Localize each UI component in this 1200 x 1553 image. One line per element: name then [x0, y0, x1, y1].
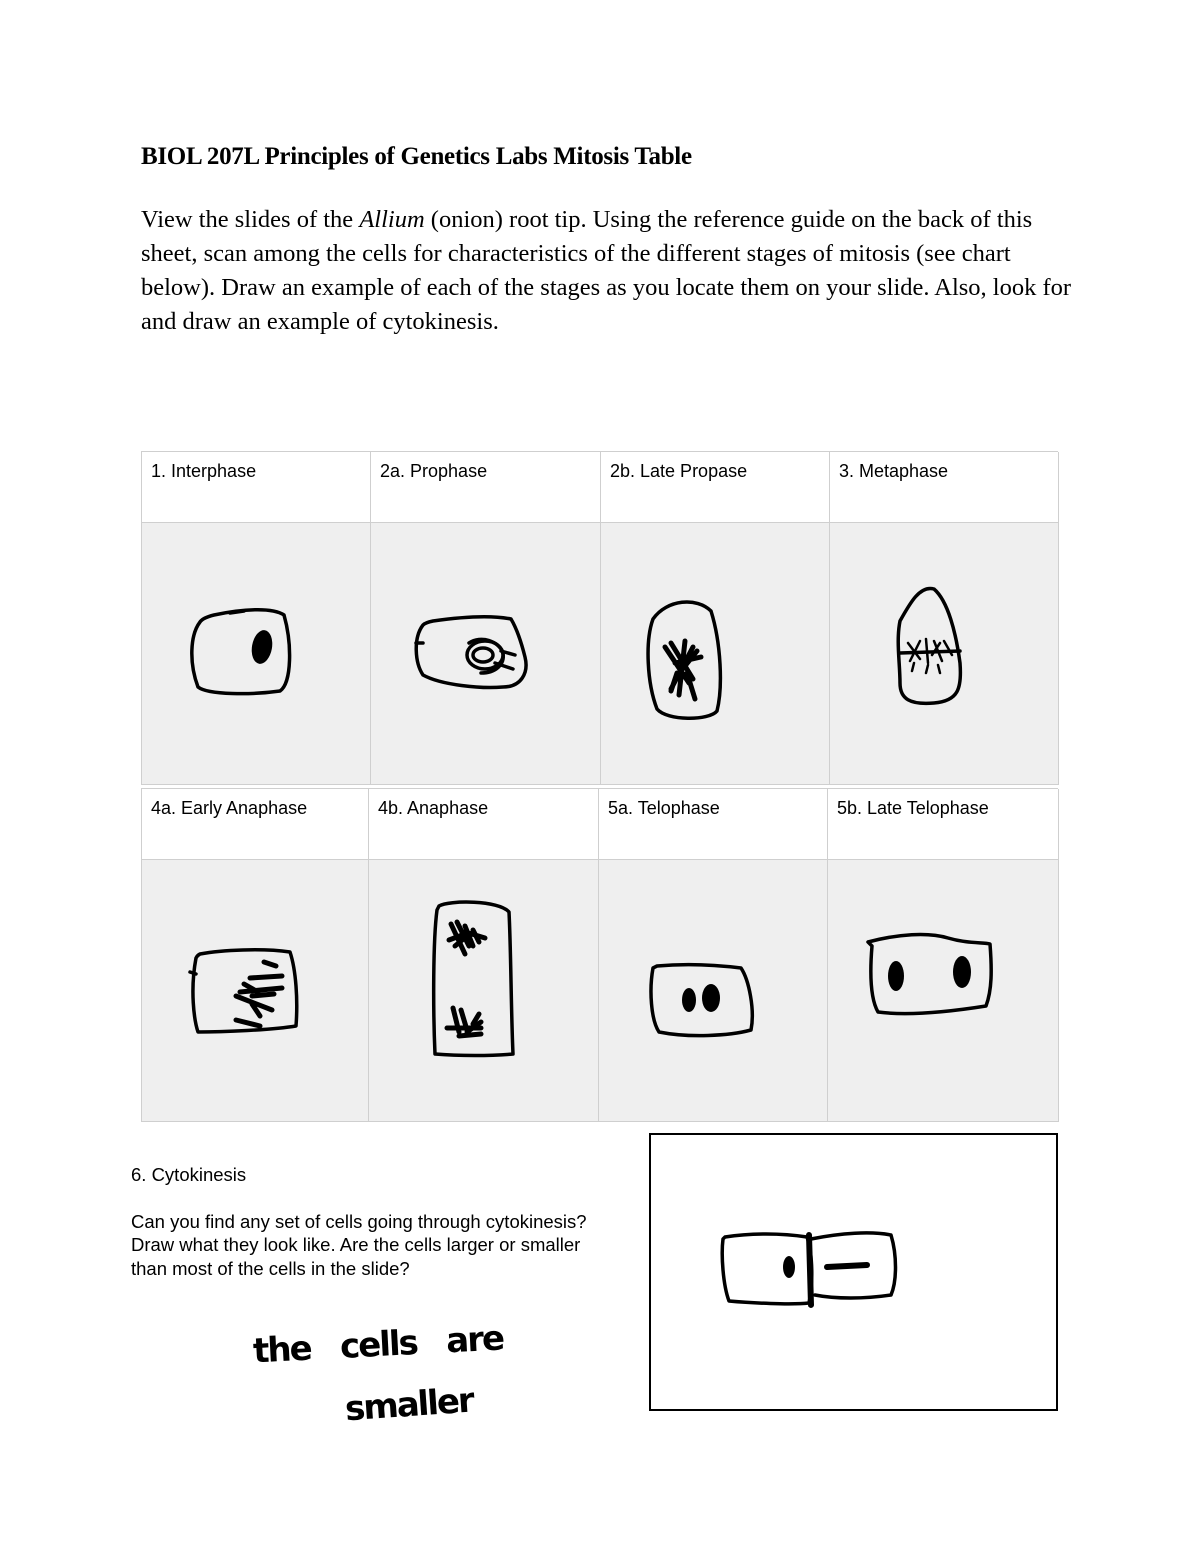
header-late-prophase: 2b. Late Propase — [601, 452, 830, 523]
drawing-cell-early-anaphase[interactable] — [142, 860, 369, 1122]
cytokinesis-heading: 6. Cytokinesis — [131, 1164, 247, 1185]
answer-line-1: the cells are — [252, 1318, 504, 1372]
telophase-sketch — [599, 860, 828, 1122]
intro-text-start: View the slides of the — [141, 206, 360, 233]
drawing-cell-prophase[interactable] — [371, 523, 601, 785]
cytokinesis-drawing-box[interactable] — [649, 1133, 1058, 1411]
instructions-paragraph — [141, 203, 1076, 339]
interphase-sketch — [142, 523, 371, 785]
answer-line-2: smaller — [343, 1380, 474, 1430]
cytokinesis-question: Can you find any set of cells going through cytokinesis? Draw what they look like. Are the cells larger or smaller than most of the cells in the slide? — [131, 1211, 587, 1279]
drawing-cell-interphase[interactable] — [142, 523, 371, 785]
metaphase-sketch — [830, 523, 1059, 785]
drawing-cell-late-prophase[interactable] — [601, 523, 830, 785]
species-name: Allium — [359, 206, 425, 233]
header-anaphase: 4b. Anaphase — [369, 789, 599, 860]
prophase-sketch — [371, 523, 601, 785]
drawing-cell-telophase[interactable] — [599, 860, 828, 1122]
header-telophase: 5a. Telophase — [599, 789, 828, 860]
header-late-telophase: 5b. Late Telophase — [828, 789, 1059, 860]
header-early-anaphase: 4a. Early Anaphase — [142, 789, 369, 860]
header-prophase: 2a. Prophase — [371, 452, 601, 523]
anaphase-sketch — [369, 860, 599, 1122]
drawing-cell-anaphase[interactable] — [369, 860, 599, 1122]
mitosis-table-row-2 — [141, 788, 1058, 1122]
cytokinesis-sketch — [651, 1135, 1060, 1413]
mitosis-table-row-1 — [141, 451, 1058, 785]
handwritten-answer — [245, 1318, 565, 1455]
early-anaphase-sketch — [142, 860, 369, 1122]
late-prophase-sketch — [601, 523, 830, 785]
page-title: BIOL 207L Principles of Genetics Labs Mitosis Table — [141, 143, 692, 170]
header-interphase: 1. Interphase — [142, 452, 371, 523]
drawing-cell-late-telophase[interactable] — [828, 860, 1059, 1122]
header-metaphase: 3. Metaphase — [830, 452, 1059, 523]
late-telophase-sketch — [828, 860, 1059, 1122]
intro-text-rest: (onion) root tip. Using the reference guide on the back of this sheet, scan among the cells for characteristics of the different stages of mitosis (see chart below). Draw an example of each of the stages as you locate them on your slide. Also, look for and draw an example of cytokinesis. — [141, 206, 1072, 335]
drawing-cell-metaphase[interactable] — [830, 523, 1059, 785]
